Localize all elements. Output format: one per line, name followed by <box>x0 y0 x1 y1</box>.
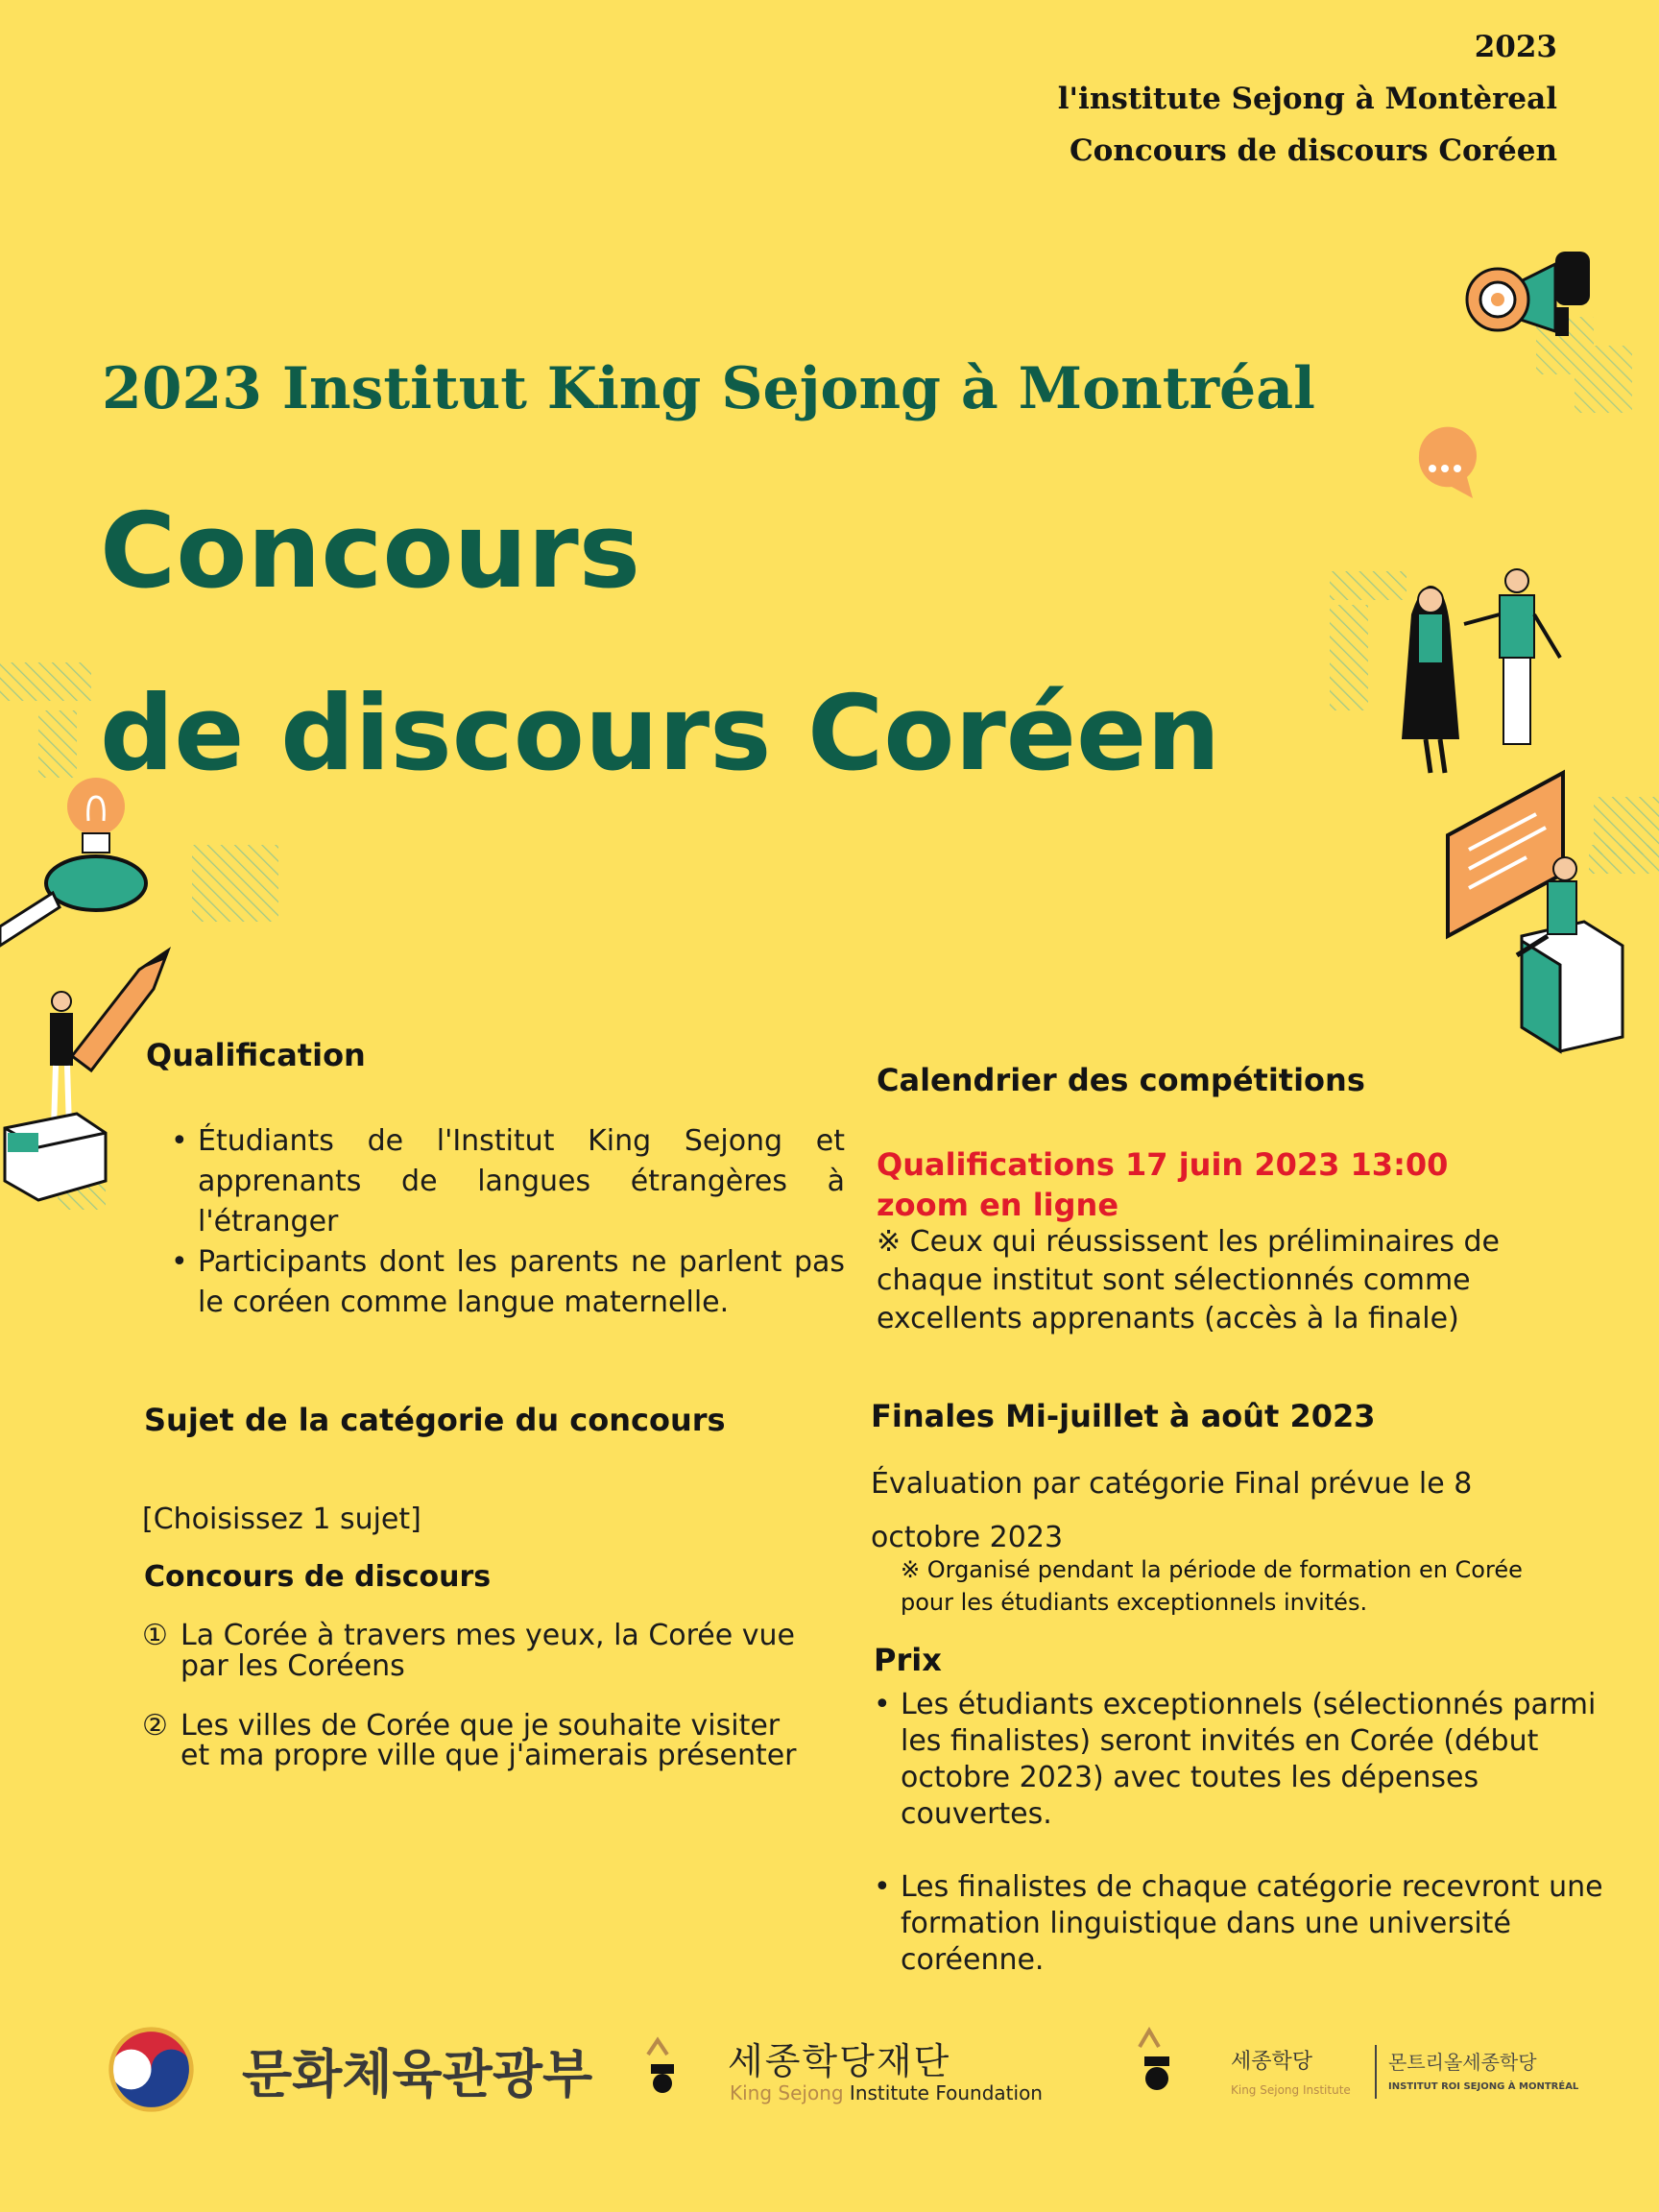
hatch-decoration <box>1330 605 1368 710</box>
subject-choose: [Choisissez 1 sujet] <box>142 1503 421 1536</box>
speech-bubble-icon <box>1419 427 1477 498</box>
hatch-decoration <box>38 710 77 778</box>
hatch-decoration <box>1536 317 1632 413</box>
subject-subheading: Concours de discours <box>144 1560 492 1594</box>
people-talking-illustration <box>1402 569 1560 773</box>
institute-korean-name: 세종학당 <box>1231 2050 1313 2074</box>
hero-title-line1: Concours <box>100 492 640 612</box>
list-item: • Les étudiants exceptionnels (sélectionnés parmi les finalistes) seront invités en Corée (début octobre 2023) avec toutes les dépenses couvertes. <box>901 1687 1611 1833</box>
finals-note: ※ Organisé pendant la période de formation en Corée pour les étudiants exceptionnels invités. <box>901 1556 1523 1616</box>
qualification-heading: Qualification <box>146 1037 366 1073</box>
logo-divider <box>1375 2045 1377 2099</box>
header-institute: l'institute Sejong à Montèreal <box>1057 82 1557 116</box>
person-on-books-illustration <box>5 992 106 1200</box>
foundation-korean-name: 세종학당재단 <box>728 2040 951 2082</box>
list-item: • Étudiants de l'Institut King Sejong et apprenants de langues étrangères à l'étranger <box>198 1121 845 1242</box>
list-item: • Les finalistes de chaque catégorie recevront une formation linguistique dans une université coréenne. <box>901 1869 1611 1979</box>
topic-1-number: ① <box>142 1619 168 1652</box>
foundation-english-part1: King Sejong <box>730 2081 850 2104</box>
montreal-korean-name: 몬트리올세종학당 <box>1388 2051 1537 2074</box>
institute-english-name: King Sejong Institute <box>1231 2083 1351 2097</box>
magnifier-icon <box>0 856 146 946</box>
calendar-heading: Calendrier des compétitions <box>877 1062 1365 1098</box>
hatch-decoration <box>1589 845 1659 874</box>
list-item: • Participants dont les parents ne parlent pas le coréen comme langue maternelle. <box>198 1242 845 1323</box>
prize-list <box>849 1687 1611 1979</box>
sejong-hat-icon <box>1135 2026 1173 2093</box>
foundation-english-name <box>730 2081 1043 2104</box>
qualification-date: Qualifications 17 juin 2023 13:00 <box>877 1146 1449 1183</box>
montreal-french-name: INSTITUT ROI SEJONG À MONTRÉAL <box>1388 2081 1579 2092</box>
hero-subtitle: 2023 Institut King Sejong à Montréal <box>102 355 1315 422</box>
prize-heading: Prix <box>874 1642 942 1678</box>
header-info <box>1058 21 1557 177</box>
topic-2-number: ② <box>142 1709 168 1743</box>
header-contest: Concours de discours Coréen <box>1070 133 1557 168</box>
foundation-english-part2: Institute Foundation <box>849 2081 1043 2104</box>
header-year: 2023 <box>1474 30 1557 64</box>
finals-heading: Finales Mi-juillet à août 2023 <box>871 1398 1376 1434</box>
topic-2 <box>142 1711 814 1770</box>
topic-1-text: La Corée à travers mes yeux, la Corée vue par les Coréens <box>180 1619 795 1683</box>
sejong-hat-icon <box>643 2035 682 2093</box>
taegeuk-logo-icon <box>106 2024 197 2115</box>
finals-text: Évaluation par catégorie Final prévue le 8 octobre 2023 <box>871 1467 1473 1554</box>
ministry-name: 문화체육관광부 <box>242 2044 593 2104</box>
hatch-decoration <box>0 662 91 701</box>
topic-2-text: Les villes de Corée que je souhaite visiter et ma propre ville que j'aimerais présenter <box>180 1709 797 1772</box>
hatch-decoration <box>1330 571 1407 600</box>
presentation-board-icon <box>1448 773 1563 936</box>
hatch-decoration <box>192 845 278 922</box>
qualification-list <box>146 1121 845 1323</box>
institute-logo <box>1135 2026 1173 2097</box>
qualification-location: zoom en ligne <box>877 1187 1119 1223</box>
hero-title-line2: de discours Coréen <box>100 674 1221 794</box>
foundation-logo <box>643 2035 682 2097</box>
topic-1 <box>142 1621 814 1682</box>
hero-title <box>100 461 1220 826</box>
calendar-note: ※ Ceux qui réussissent les préliminaires de chaque institut sont sélectionnés comme excellents apprenants (accès à la finale) <box>877 1225 1500 1335</box>
subject-heading: Sujet de la catégorie du concours <box>144 1402 726 1438</box>
